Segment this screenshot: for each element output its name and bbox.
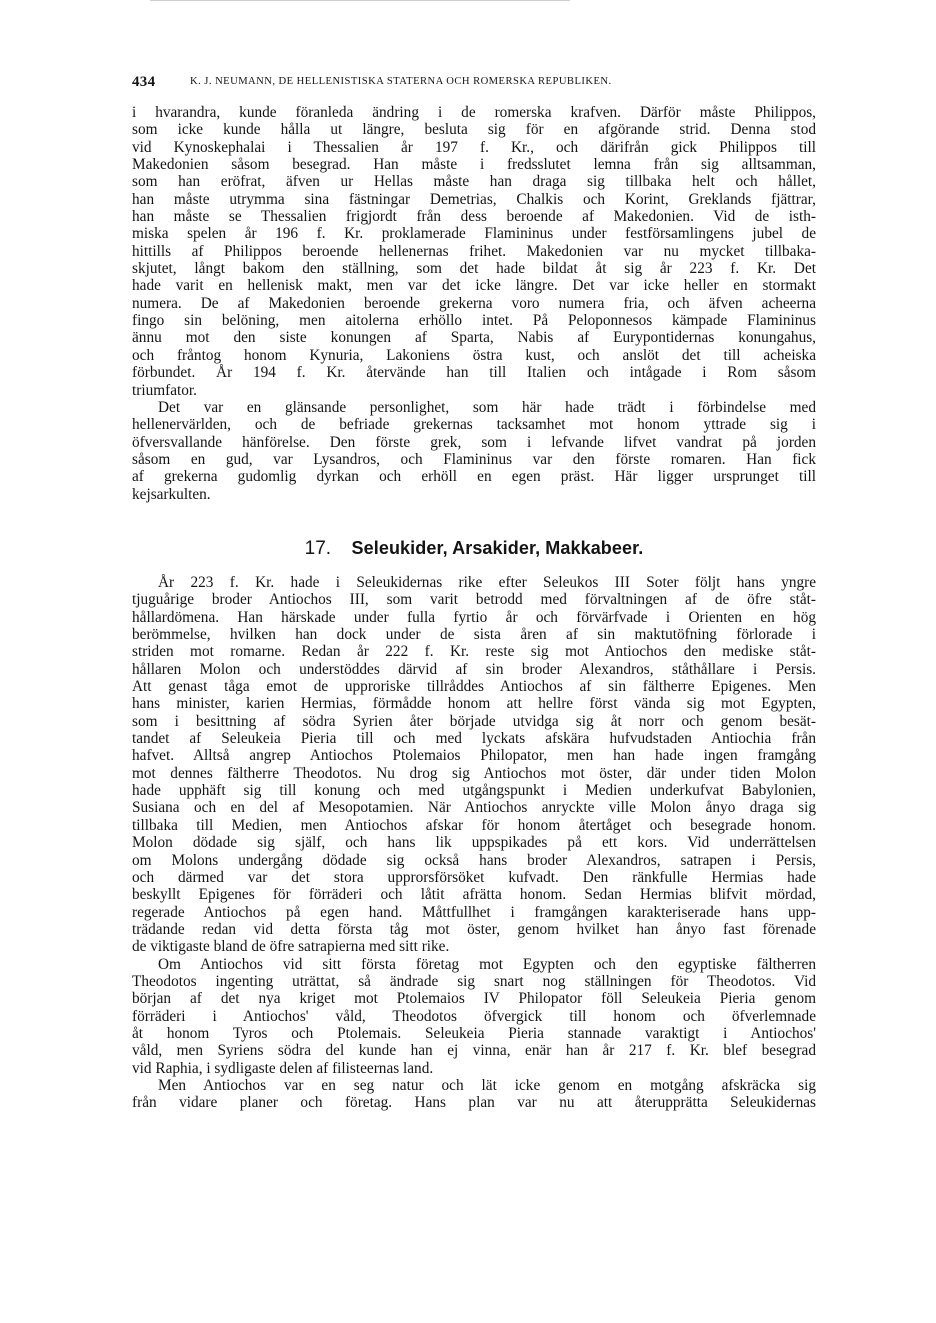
text-line: som i besittning af södra Syrien åter började utvidga sig åt norr och genom besät- xyxy=(132,712,816,730)
running-head: K. J. NEUMANN, DE HELLENISTISKA STATERNA OCH ROMERSKA REPUBLIKEN. xyxy=(190,76,612,87)
page-header xyxy=(132,74,822,94)
text-line: regerade Antiochos på egen hand. Måttfullhet i framgången karakteriserade hans upp- xyxy=(132,903,816,921)
text-line: triumfator. xyxy=(132,381,197,399)
text-line: de viktigaste bland de öfre satrapierna med sitt rike. xyxy=(132,938,450,956)
text-line: numera. De af Makedonien beroende grekerna voro numera fria, och äfven acheerna xyxy=(132,294,816,312)
text-line: Men Antiochos var en seg natur och lät icke genom en motgång afskräcka sig xyxy=(158,1076,816,1094)
body-text-part1 xyxy=(132,104,816,503)
text-line: och därmed var det stora upprorsförsöket kufvadt. Den ränkfulle Hermias hade xyxy=(132,868,816,886)
text-line: trädande redan vid detta första tåg mot öster, genom hvilket han ånyo fast förenade xyxy=(132,920,816,938)
text-line: hans minister, karien Hermias, förmådde honom att hellre först vända sig mot Egypten, xyxy=(132,695,816,713)
section-number: 17. xyxy=(304,538,332,559)
text-line: Susiana och en del af Mesopotamien. När Antiochos anryckte ville Molon ånyo draga sig xyxy=(132,799,816,817)
text-line: tjuguårige broder Antiochos III, som varit betrodd med förvaltningen af de öfre ståt- xyxy=(132,591,816,609)
text-line: vid Kynoskephalai i Thessalien år 197 f. Kr., och därifrån gick Philippos till xyxy=(132,138,816,156)
text-line: han måste se Thessalien frigjordt från dess beroende af Makedonien. Vid de isth- xyxy=(132,208,816,226)
body-text-part2 xyxy=(132,574,816,1112)
text-line: början af det nya kriget mot Ptolemaios IV Philopator föll Seleukeia Pieria genom xyxy=(132,990,816,1008)
text-line: År 223 f. Kr. hade i Seleukidernas rike efter Seleukos III Soter följt hans yngre xyxy=(158,574,816,591)
text-line: som han eröfrat, äfven ur Hellas måste han draga sig tillbaka helt och hållet, xyxy=(132,173,816,191)
text-line: vid Raphia, i sydligaste delen af filisteernas land. xyxy=(132,1059,434,1077)
text-line: tillbaka till Medien, men Antiochos afskar för honom återtåget och besegrade honom. xyxy=(132,816,816,834)
text-line: öfversvallande hänförelse. Den förste grek, som i lefvande lifvet vandrat på jorden xyxy=(132,433,816,451)
text-line: Theodotos ingenting uträttat, så ändrade sig snart nog ställningen för Theodotos. Vid xyxy=(132,972,816,990)
text-line: skjutet, långt bakom den ställning, som det hade bildat åt sig år 223 f. Kr. Det xyxy=(132,260,816,278)
text-line: i hvarandra, kunde föranleda ändring i de romerska krafven. Därför måste Philippos, xyxy=(132,104,816,121)
section-heading xyxy=(132,538,816,560)
text-line: hade upphäft sig till konung och med utgångspunkt i Medien underkufvat Babylonien, xyxy=(132,782,816,800)
text-line: hafvet. Alltså angrep Antiochos Ptolemaios Philopator, men han hade ingen framgång xyxy=(132,747,816,765)
text-line: Molon dödade sig själf, och hans lik uppspikades på ett kors. Vid underrättelsen xyxy=(132,834,816,852)
text-line: striden mot romarne. Redan år 222 f. Kr. reste sig mot Antiochos den mediske ståt- xyxy=(132,643,816,661)
text-line: Det var en glänsande personlighet, som här hade trädt i förbindelse med xyxy=(158,398,816,416)
text-line: hellenervärlden, och de befriade grekernas tacksamhet mot honom yttrade sig i xyxy=(132,416,816,434)
text-line: hade varit en hellenisk makt, men var det icke längre. Det var icke heller en stormakt xyxy=(132,277,816,295)
text-line: från vidare planer och företag. Hans plan var nu att återupprätta Seleukidernas xyxy=(132,1094,816,1112)
text-line: miska spelen år 196 f. Kr. proklamerade Flamininus under festförsamlingens jubel de xyxy=(132,225,816,243)
text-line: Om Antiochos vid sitt första företag mot Egypten och den egyptiske fältherren xyxy=(158,955,816,973)
section-title: Seleukider, Arsakider, Makkabeer. xyxy=(351,538,644,558)
top-rule xyxy=(150,0,570,1)
text-line: hållardömena. Han härskade under fulla fyrtio år och förvärfvade i Orienten en hög xyxy=(132,608,816,626)
text-line: Att genast tåga emot de upproriske tillråddes Antiochos af sin fältherre Epigenes. Men xyxy=(132,678,816,696)
text-line: om Molons undergång dödade sig också hans broder Alexandros, satrapen i Persis, xyxy=(132,851,816,869)
page-number: 434 xyxy=(132,74,156,90)
text-line: mot dennes fältherre Theodotos. Nu drog sig Antiochos mot öster, där under tiden Molon xyxy=(132,764,816,782)
text-line: förräderi i Antiochos' våld, Theodotos öfvergick till honom och öfverlemnade xyxy=(132,1007,816,1025)
text-line: våld, men Syriens södra del kunde han ej vinna, enär han år 217 f. Kr. blef besegrad xyxy=(132,1042,816,1060)
text-line: förbundet. År 194 f. Kr. återvände han till Italien och intågade i Rom såsom xyxy=(132,364,816,382)
text-line: af grekerna gudomlig dyrkan och erhöll en egen präst. Här ligger ursprunget till xyxy=(132,468,816,486)
text-line: såsom en gud, var Lysandros, och Flamininus var den förste romaren. Han fick xyxy=(132,450,816,468)
text-line: han måste utrymma sina fästningar Demetrias, Chalkis och Korint, Greklands fjättrar, xyxy=(132,190,816,208)
text-line: berömmelse, hvilken han dock under de sista åren af sin maktutöfning förlorade i xyxy=(132,626,816,644)
text-line: och fråntog honom Kynuria, Lakoniens östra kust, och anslöt det till acheiska xyxy=(132,346,816,364)
text-line: ännu mot den siste konungen af Sparta, Nabis af Eurypontidernas konungahus, xyxy=(132,329,816,347)
text-line: kejsarkulten. xyxy=(132,485,211,503)
text-line: åt honom Tyros och Ptolemais. Seleukeia Pieria stannade varaktigt i Antiochos' xyxy=(132,1024,816,1042)
text-line: hållaren Molon och understöddes därvid af sin broder Alexandros, ståthållare i Persis. xyxy=(132,660,816,678)
text-line: Makedonien såsom besegrad. Han måste i fredsslutet lemna från sig alltsamman, xyxy=(132,156,816,174)
text-line: tandet af Seleukeia Pieria till och med lyckats afskära hufvudstaden Antiochia från xyxy=(132,730,816,748)
text-line: fingo sin belöning, men aitolerna erhöllo intet. På Peloponnesos kämpade Flamininus xyxy=(132,312,816,330)
text-line: hittills af Philippos beroende hellenernas frihet. Makedonien var nu mycket tillbaka- xyxy=(132,242,816,260)
text-line: som icke kunde hålla ut längre, besluta sig för en afgörande strid. Denna stod xyxy=(132,121,816,139)
text-line: beskyllt Epigenes för förräderi och låtit afrätta honom. Sedan Hermias blifvit mördad, xyxy=(132,886,816,904)
